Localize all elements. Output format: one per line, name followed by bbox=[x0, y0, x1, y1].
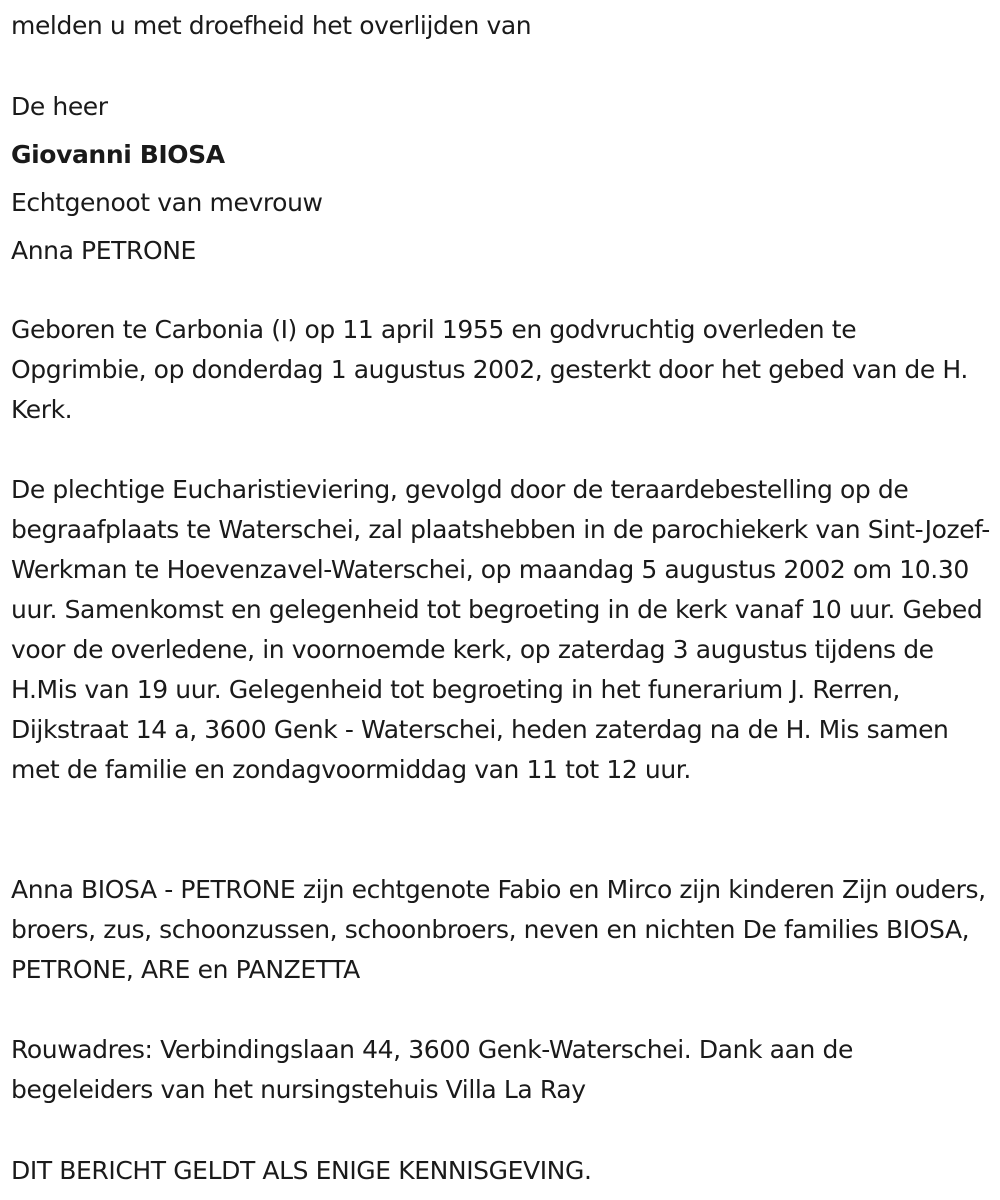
deceased-title: De heer bbox=[11, 92, 108, 121]
spouse-label: Echtgenoot van mevrouw bbox=[11, 188, 323, 217]
birth-death-paragraph: Geboren te Carbonia (I) op 11 april 1955 en godvruchtig overleden te Opgrimbie, op donderdag 1 augustus 2002, gesterkt door het gebed van de H. Kerk. bbox=[11, 315, 968, 424]
family-paragraph: Anna BIOSA - PETRONE zijn echtgenote Fabio en Mirco zijn kinderen Zijn ouders, broers, zus, schoonzussen, schoonbroers, neven en nichten De families BIOSA, PETRONE, ARE en PANZETTA bbox=[11, 875, 986, 984]
closing-notice: DIT BERICHT GELDT ALS ENIGE KENNISGEVING. bbox=[11, 1156, 592, 1185]
ceremony-paragraph: De plechtige Eucharistieviering, gevolgd door de teraardebestelling op de begraafplaats te Waterschei, zal plaatshebben in de parochiekerk van Sint-Jozef-Werkman te Hoevenzavel-Waterschei, op maandag 5 augustus 2002 om 10.30 uur. Samenkomst en gelegenheid tot begroeting in de kerk vanaf 10 uur. Gebed voor de overledene, in voornoemde kerk, op zaterdag 3 augustus tijdens de H.Mis van 19 uur. Gelegenheid tot begroeting in het funerarium J. Rerren, Dijkstraat 14 a, 3600 Genk - Waterschei, heden zaterdag na de H. Mis samen met de familie en zondagvoormiddag van 11 tot 12 uur. bbox=[11, 475, 990, 784]
address-paragraph: Rouwadres: Verbindingslaan 44, 3600 Genk-Waterschei. Dank aan de begeleiders van het nursingstehuis Villa La Ray bbox=[11, 1035, 853, 1104]
spouse-name: Anna PETRONE bbox=[11, 236, 196, 265]
intro-text: melden u met droefheid het overlijden van bbox=[11, 11, 532, 40]
deceased-name: Giovanni BIOSA bbox=[11, 140, 225, 169]
